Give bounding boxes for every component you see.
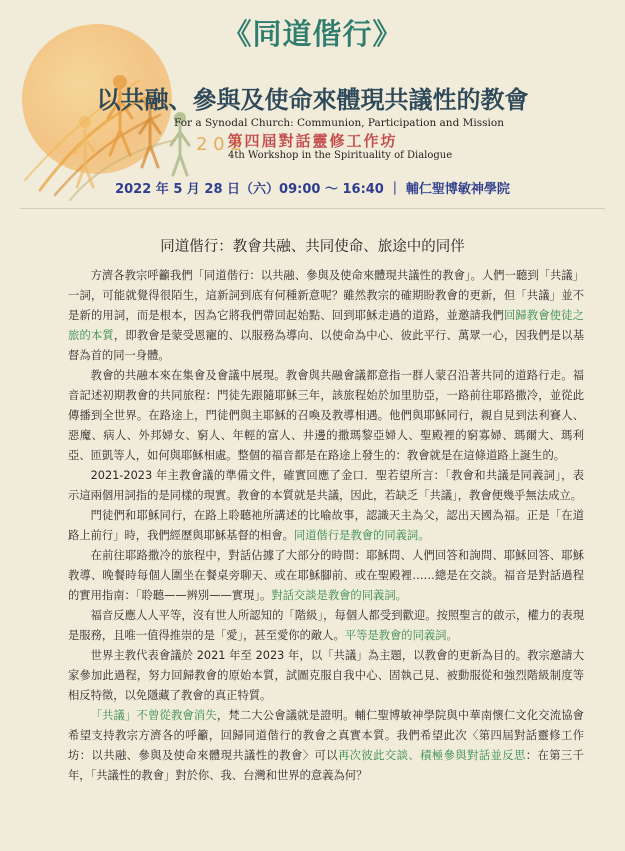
paragraph-text: ，即教會是蒙受恩寵的、以服務為導向、以使命為中心、彼此平行、萬眾一心，因我們是以基督為首的同一身體。 — [68, 329, 584, 362]
highlight-text: 「共議」不曾從教會消失 — [90, 709, 217, 722]
paragraph-text: 教會的共融本來在集會及會議中展現。教會與共融會議都意指一群人蒙召沿著共同的道路行走。福音記述初期教會的共同旅程：門徒先跟隨耶穌三年，該旅程始於加里肋亞，一路前往耶路撒冷，並從此傳播到全世界。在路途上，門徒們與主耶穌的召喚及教導相遇。他們與耶穌同行，親自見到法利賽人、惡魔、病人、外邦婦女、窮人、年輕的富人、井邊的撒瑪黎亞婦人、聖殿裡的窮寡婦、瑪爾大、瑪利亞、匝凱等人，如何與耶穌相處。整個的福音都是在路途上發生的：教會就是在這條道路上誕生的。 — [68, 369, 584, 462]
paragraph — [68, 366, 584, 466]
paragraph-text: 在前往耶路撒冷的旅程中，對話佔據了大部分的時間：耶穌問、人們回答和詢問、耶穌回答、耶穌教導、晚餐時每個人圍坐在餐桌旁聊天、或在耶穌腳前、或在聖殿裡……總是在交談。福音是對話過程的實用指南：「聆聽——辨別——實現」。 — [68, 549, 584, 602]
paragraph — [68, 546, 584, 606]
paragraph — [68, 506, 584, 546]
paragraph-text: 方濟各教宗呼籲我們「同道偕行：以共融、參與及使命來體現共議性的教會」。人們一聽到「共議」一詞，可能就覺得很陌生，這新詞到底有何種新意呢？雖然教宗的確期盼教會的更新，但「共議」並不是新的用詞，而是根本，因為它將我們帶回起始點、回到耶穌走過的道路，並邀請我們 — [68, 269, 584, 322]
paragraph-text: 2021-2023 年主教會議的準備文件，確實回應了金口．聖若望所言：「教會和共議是同義詞」，表示這兩個用詞指的是同樣的現實。教會的本質就是共議，因此，若缺乏「共議」，教會便幾乎無法成立。 — [68, 469, 584, 502]
highlight-text: 再次彼此交談、積極參與對話並反思 — [337, 749, 526, 762]
page-subtitle — [0, 80, 625, 115]
paragraph — [68, 706, 584, 786]
paragraph-text: ：在第三千年，「共議性的教會」對於你、我、台灣和世界的意義為何？ — [68, 749, 584, 782]
paragraph — [68, 646, 584, 706]
paragraph-text: ，梵二大公會議就是證明。輔仁聖博敏神學院與中華南懷仁文化交流協會希望支持教宗方濟各的呼籲，回歸同道偕行的教會之真實本質。我們希望此次〈第四屆對話靈修工作坊：以共融、參與及使命來體現共議性的教會〉可以 — [68, 709, 584, 762]
body-text — [68, 266, 584, 786]
header-banner — [0, 0, 625, 208]
decor-year: 2 0 2 — [196, 134, 242, 155]
paragraph — [68, 606, 584, 646]
workshop-title: 第四屆對話靈修工作坊 — [227, 132, 398, 150]
divider — [20, 208, 605, 209]
date-location: 2022 年 5 月 28 日（六）09:00 ～ 16:40 ｜ 輔仁聖博敏神學院 — [115, 182, 510, 197]
highlight-text: 平等是教會的同義詞。 — [344, 629, 458, 642]
section-title: 同道偕行：教會共融、共同使命、旅途中的同伴 — [160, 239, 465, 255]
paragraph-text: 世界主教代表會議於 2021 年至 2023 年，以「共議」為主題，以教會的更新為目的。教宗邀請大家參加此過程，努力回歸教會的原始本質，試圖克服自我中心、固執己見、被動服從和強烈階級制度等相反特徵，以免隱藏了教會的真正特質。 — [68, 649, 584, 702]
paragraph-text: 門徒們和耶穌同行，在路上聆聽祂所講述的比喻故事，認識天主為父，認出天國為福。正是「在道路上前行」時，我們經歷與耶穌基督的相會。 — [68, 509, 584, 542]
workshop-english: 4th Workshop in the Spirituality of Dialogue — [228, 150, 453, 161]
subtitle-part-1: 以共融、 — [96, 86, 193, 114]
paragraph — [68, 466, 584, 506]
page-title: 《同道偕行》 — [222, 17, 403, 51]
paragraph-text: 福音反應人人平等，沒有世人所認知的「階級」，每個人都受到歡迎。按照聖言的啟示，權力的表現是服務，且唯一值得推崇的是「愛」，甚至愛你的敵人。 — [68, 609, 584, 642]
subtitle-part-2: 參與及使命來體現共議性的教會 — [192, 86, 529, 114]
highlight-text: 對話交談是教會的同義詞。 — [271, 589, 407, 602]
highlight-text: 回歸教會使徒之旅的本質 — [68, 309, 584, 342]
english-title: For a Synodal Church: Communion, Participation and Mission — [174, 117, 504, 129]
paragraph — [68, 266, 584, 366]
highlight-text: 同道偕行是教會的同義詞。 — [293, 529, 430, 542]
